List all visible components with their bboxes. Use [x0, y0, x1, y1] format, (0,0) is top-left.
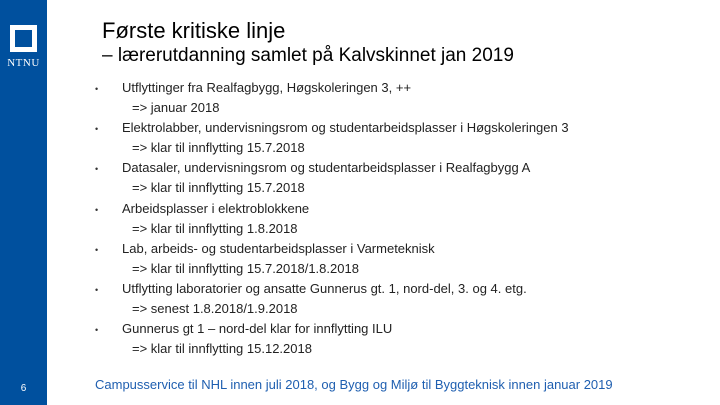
bullet-dot: •	[95, 164, 99, 175]
slide-subtitle: – lærerutdanning samlet på Kalvskinnet jan 2019	[102, 45, 514, 66]
bullet-dot: •	[95, 325, 99, 336]
bullet-subtext: => klar til innflytting 15.12.2018	[132, 341, 312, 357]
bullet-dot: •	[95, 84, 99, 94]
bullet-text: Datasaler, undervisningsrom og studentarbeidsplasser i Realfagbygg A	[122, 160, 531, 176]
page-number: 6	[20, 383, 27, 394]
bullet-subtext: => klar til innflytting 1.8.2018	[132, 220, 298, 236]
bullet-dot: •	[95, 244, 99, 255]
logo-text: NTNU	[7, 57, 40, 69]
bullet-dot: •	[95, 284, 99, 295]
bullet-subtext: => januar 2018	[132, 100, 220, 115]
bullet-subtext: => klar til innflytting 15.7.2018	[132, 180, 305, 196]
bullet-subtext: => klar til innflytting 15.7.2018	[132, 140, 305, 156]
bullet-text: Lab, arbeids- og studentarbeidsplasser i Varmeteknisk	[122, 240, 435, 256]
bullet-subtext: => senest 1.8.2018/1.9.2018	[132, 300, 298, 316]
bullet-text: Gunnerus gt 1 – nord-del klar for innflytting ILU	[122, 321, 393, 337]
sidebar	[0, 0, 47, 405]
bullet-text: Arbeidsplasser i elektroblokkene	[122, 200, 310, 216]
bullet-dot: •	[95, 124, 99, 135]
bullet-text: Utflyttinger fra Realfagbygg, Høgskoleringen 3, ++	[122, 80, 412, 95]
ntnu-logo-icon	[10, 25, 37, 52]
footer-note: Campusservice til NHL innen juli 2018, og Bygg og Miljø til Byggteknisk innen januar 2019	[95, 377, 613, 392]
slide-title: Første kritiske linje	[102, 18, 286, 43]
bullet-subtext: => klar til innflytting 15.7.2018/1.8.2018	[132, 260, 359, 276]
bullet-text: Utflytting laboratorier og ansatte Gunnerus gt. 1, nord-del, 3. og 4. etg.	[122, 280, 527, 296]
bullet-text: Elektrolabber, undervisningsrom og studentarbeidsplasser i Høgskoleringen 3	[122, 120, 569, 136]
bullet-dot: •	[95, 204, 99, 215]
